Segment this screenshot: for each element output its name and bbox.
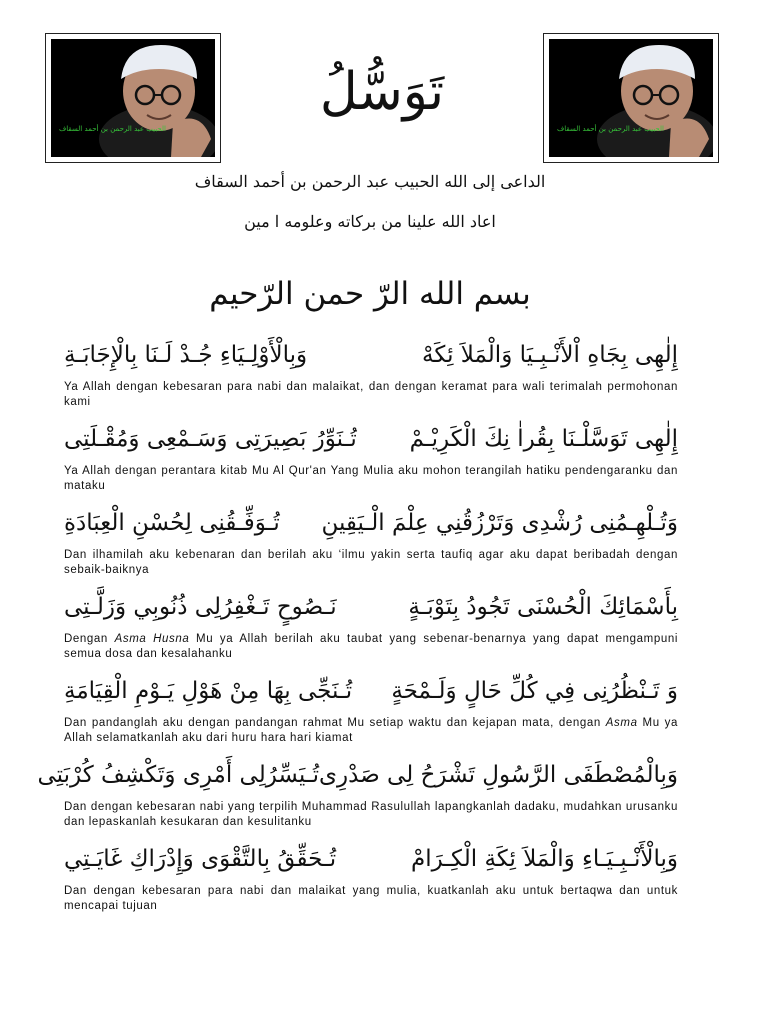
portrait-photo bbox=[549, 39, 713, 157]
portrait-right bbox=[543, 33, 719, 163]
verse-first-half: وَبِالْمُصْطَفَى الرَّسُولِ تَشْرَحُ لِى صَدْرِى bbox=[319, 762, 678, 788]
translation: Ya Allah dengan perantara kitab Mu Al Qur'an Yang Mulia aku mohon terangilah hatiku pendengaranku dan mataku bbox=[64, 465, 678, 492]
page-title: تَوَسُّلُ bbox=[319, 62, 445, 122]
translation: Dan ilhamilah aku kebenaran dan berilah aku ‘ilmu yakin serta taufiq agar aku dapat beribadah dengan sebaik-baiknya bbox=[64, 549, 678, 576]
verse-block bbox=[64, 834, 678, 918]
verse-first-half: وَتُـلْهِـمُنِى رُشْدِى وَتَرْزُقُنِي عِلْمَ الْـيَقِينِ bbox=[321, 510, 678, 536]
arabic-verse bbox=[64, 666, 678, 716]
portrait-caption: الحبيب عبد الرحمن بن أحمد السقاف bbox=[557, 125, 664, 133]
translation: Dan pandanglah aku dengan pandangan rahmat Mu setiap waktu dan kejapan mata, dengan Asma Mu ya Allah selamatkanlah aku dari huru hara hari kiamat bbox=[64, 717, 678, 744]
portrait-photo bbox=[51, 39, 215, 157]
portrait-left bbox=[45, 33, 221, 163]
arabic-verse bbox=[64, 414, 678, 464]
arabic-verse bbox=[64, 834, 678, 884]
arabic-verse bbox=[37, 750, 678, 800]
verse-second-half: تُـحَقِّقُ بِالتَّقْوَى وَإِدْرَاكِ غَايَـتِي bbox=[64, 846, 337, 872]
verse-block bbox=[64, 498, 678, 582]
arabic-verse bbox=[64, 498, 678, 548]
verse-block bbox=[64, 666, 678, 750]
author-line: الداعى إلى الله الحبيب عبد الرحمن بن أحمد السقاف bbox=[194, 172, 546, 191]
verse-second-half: تُـنَجِّى بِهَا مِنْ هَوْلِ يَـوْمِ الْقِيَامَةِ bbox=[64, 678, 353, 704]
verse-second-half: تُـوَفِّـقُنِى لِحُسْنِ الْعِبَادَةِ bbox=[64, 510, 280, 536]
verse-second-half: وَبِالْأَوْلِـيَاءِ جُـدْ لَـنَا بِالْإِجَابَـةِ bbox=[64, 342, 308, 368]
verse-block bbox=[64, 582, 678, 666]
translation: Dan dengan kebesaran para nabi dan malaikat yang mulia, kuatkanlah aku untuk bertaqwa dan untuk mencapai tujuan bbox=[64, 885, 678, 912]
translation: Ya Allah dengan kebesaran para nabi dan malaikat, dan dengan keramat para wali terimalah permohonan kami bbox=[64, 381, 678, 408]
arabic-verse bbox=[64, 330, 678, 380]
translation: Dengan Asma Husna Mu ya Allah berilah aku taubat yang sebenar-benarnya yang dapat mengampuni semua dosa dan kesalahanku bbox=[64, 633, 678, 660]
verse-first-half: وَ تَـنْظُرُنِى فِي كُلِّ حَالٍ وَلَـمْحَةٍ bbox=[391, 678, 678, 704]
translation: Dan dengan kebesaran nabi yang terpilih Muhammad Rasulullah lapangkanlah dadaku, mudahkan urusanku dan lepaskanlah kesukaran dan kesulitanku bbox=[64, 801, 678, 828]
verse-first-half: وَبِالْأَنْـبِـيَـاءِ وَالْمَلاَ ئِكَةِ الْكِـرَامْ bbox=[410, 846, 678, 872]
verse-second-half: نَـصُوحٍ تَـغْفِرُلِى ذُنُوبِي وَزَلَّـتِى bbox=[64, 594, 337, 620]
verse-second-half: تُـنَوِّرُ بَصِيرَتِى وَسَـمْعِى وَمُقْـلَتِى bbox=[64, 426, 357, 452]
basmala: بسم الله الرّ حمن الرّحيم bbox=[209, 276, 531, 312]
prayer-line: اعاد الله علينا من بركاته وعلومه ا مين bbox=[244, 212, 496, 231]
verse-list bbox=[37, 330, 678, 918]
verse-first-half: إِلٰهِى بِجَاهِ اْلأَنْـبِـيَا وَالْمَلاَ ئِكَهْ bbox=[422, 342, 678, 368]
arabic-verse bbox=[64, 582, 678, 632]
verse-block bbox=[37, 750, 678, 834]
portrait-caption: الحبيب عبد الرحمن بن أحمد السقاف bbox=[59, 125, 166, 133]
verse-block bbox=[64, 414, 678, 498]
verse-first-half: بِأَسْمَائِكَ الْحُسْنَى تَجُودُ بِتَوْبَـةٍ bbox=[408, 594, 678, 620]
verse-block bbox=[64, 330, 678, 414]
verse-first-half: إِلٰهِى تَوَسَّلْـنَا بِقُراٰ نِكَ الْكَرِيْـمْ bbox=[409, 426, 678, 452]
verse-second-half: تُـيَسِّرُلِى أَمْرِى وَتَكْشِفُ كُرْبَتِى bbox=[37, 762, 320, 788]
